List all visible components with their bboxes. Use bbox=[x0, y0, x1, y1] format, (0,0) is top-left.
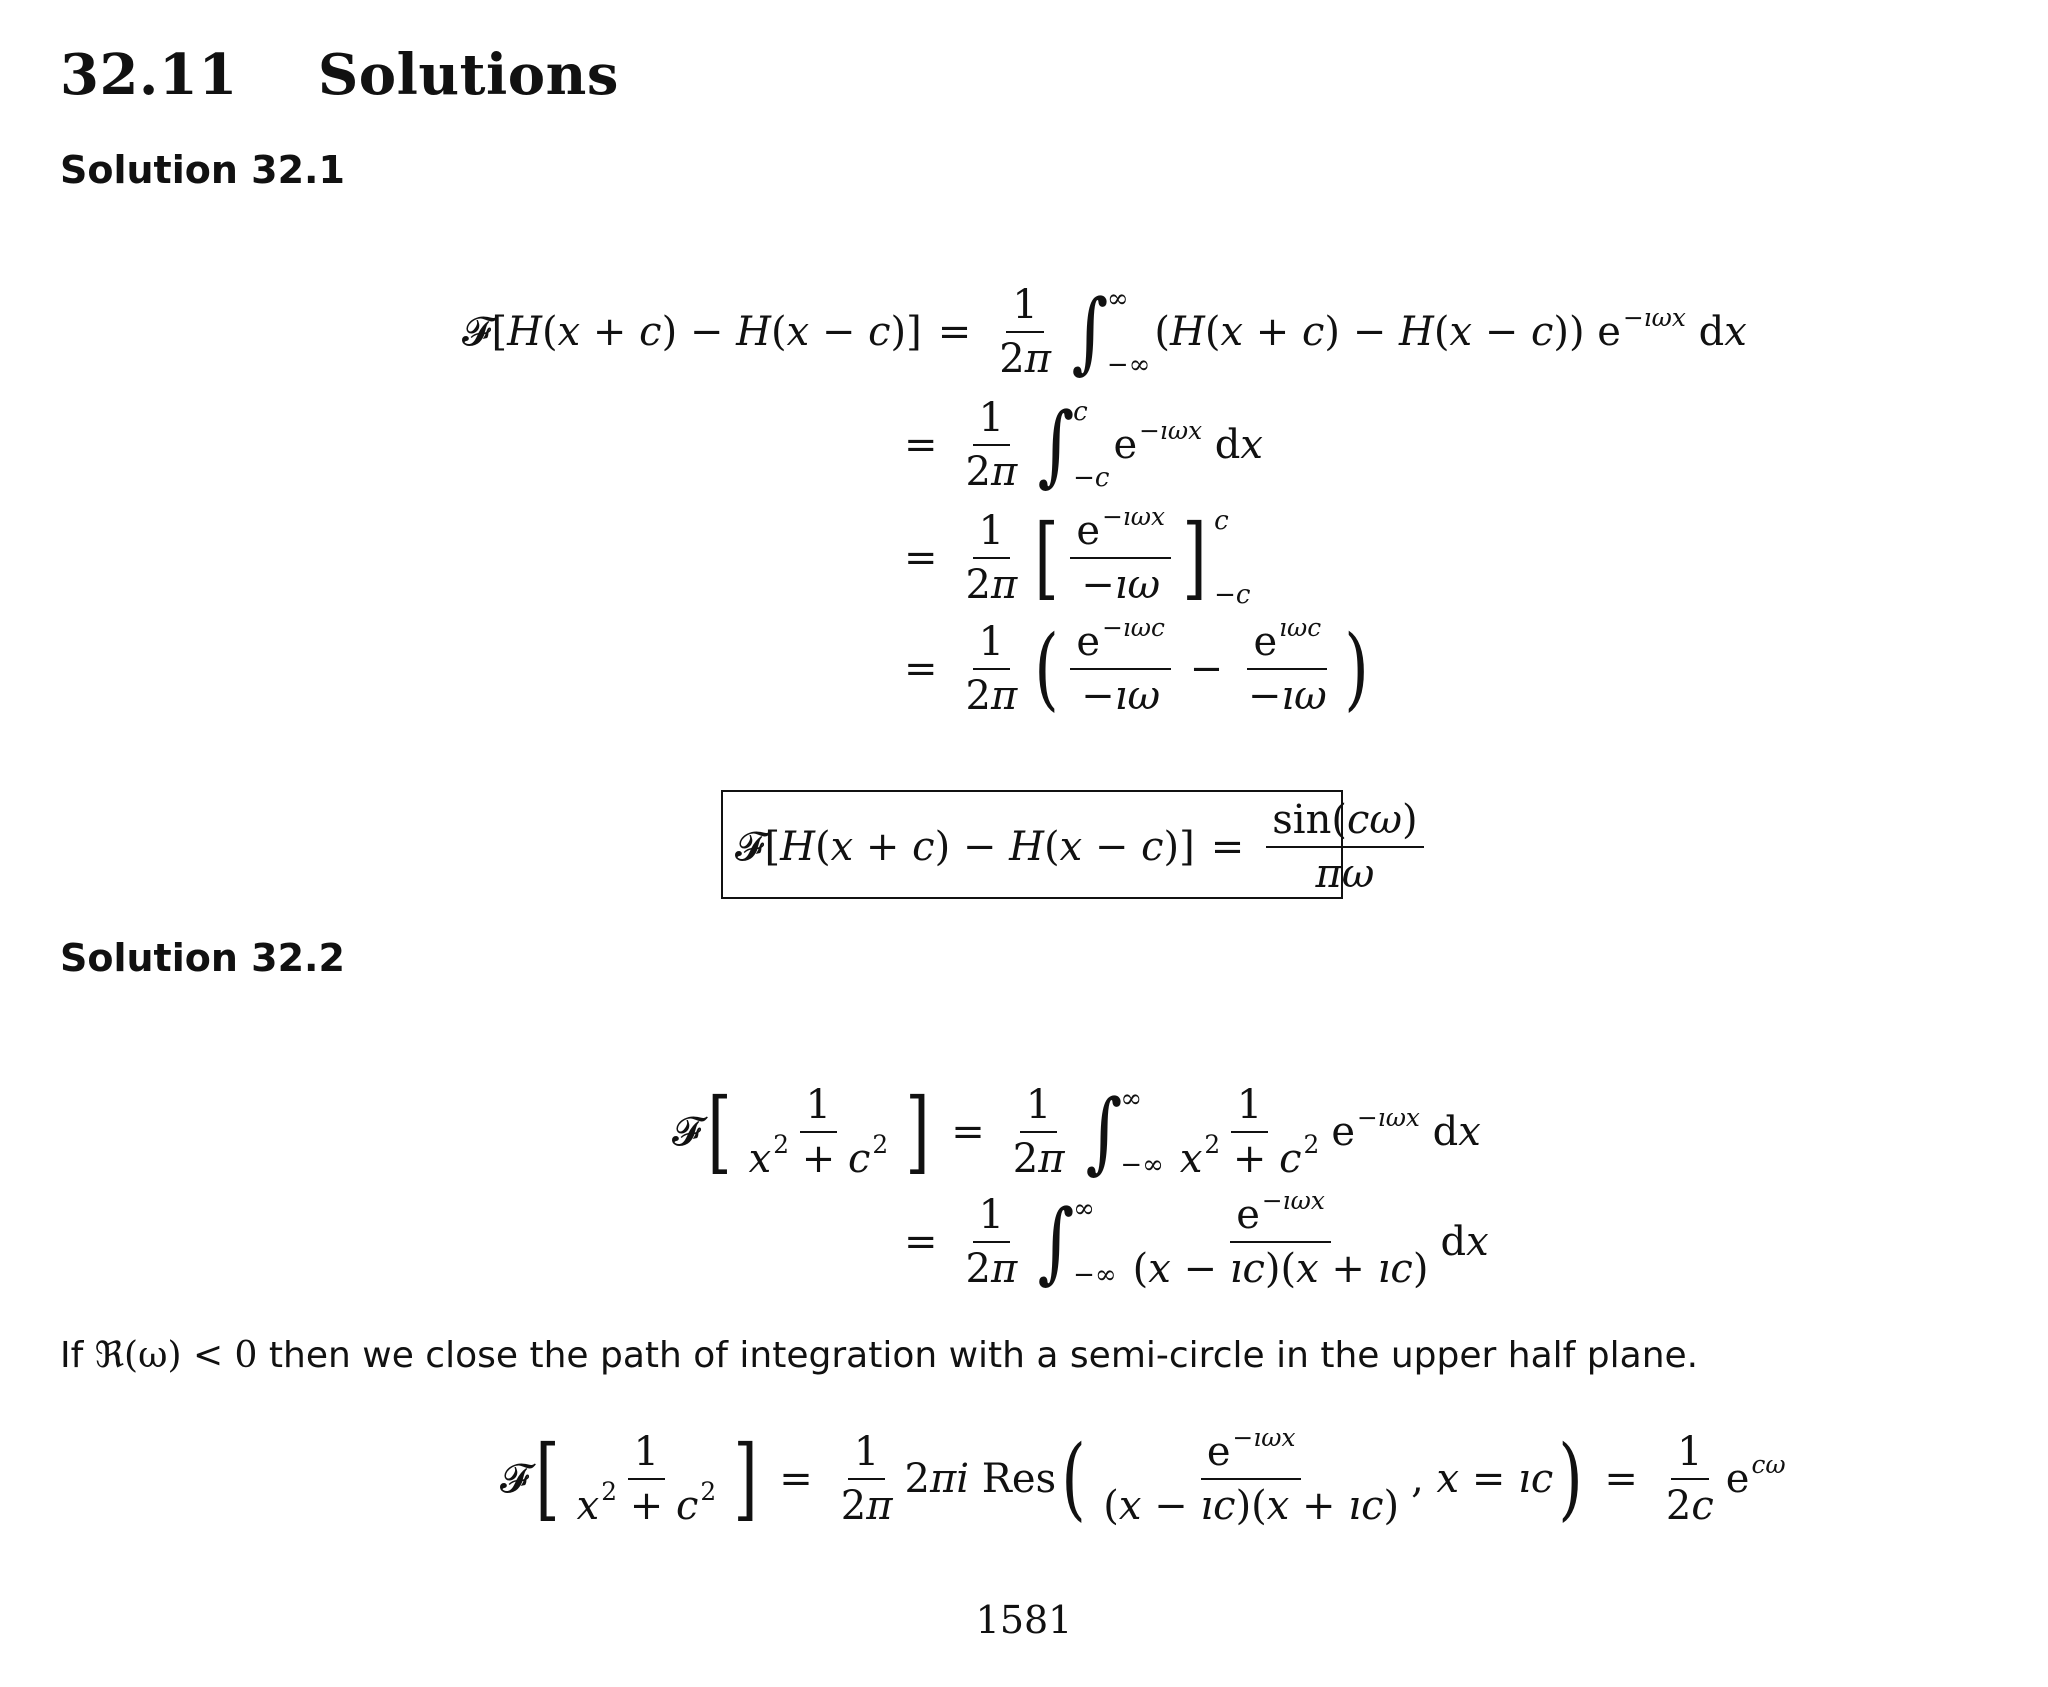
equation-line-3: = $\frac{1}{2\pi}$ [ $\frac{e^{-ı\omega x}}{-ı\omega}$ ] c −c bbox=[904, 502, 1251, 610]
solution-heading-32-1: Solution 32.1 bbox=[60, 148, 345, 192]
equation-line-4: = $\frac{1}{2\pi}$ ( $\frac{e^{-ı\omega c}}{-ı\omega}$ − $\frac{e^{ı\omega c}}{-ı\omega}$ ) bbox=[904, 613, 1369, 721]
equation-line-5: 𝓕 [ $\frac{1}{x^2 + c^2}$ ] = $\frac{1}{2\pi}$ ∫ ∞ −∞ $\frac{1}{x^2 + c^2}$ $e^{-ı\omega x}$ dx bbox=[672, 1079, 1481, 1184]
page-number: 1581 bbox=[975, 1598, 1073, 1642]
equation-line-6: = $\frac{1}{2\pi}$ ∫ ∞ −∞ $\frac{e^{-ı\omega x}}{(x - ıc)(x + ıc)}$ dx bbox=[904, 1186, 1489, 1293]
section-number: 32.11 bbox=[60, 42, 238, 108]
equation-line-2: = $\frac{1}{2\pi}$ ∫ c −c $e^{-ı\omega x}$ dx bbox=[904, 393, 1263, 496]
page: 32.11 Solutions Solution 32.1 𝓕[H(x + c) − H(x − c)] = $\frac{1}{2\pi}$ ∫ ∞ −∞ (H(x + c) − H(x − c)) $e^{-ı\omega x}$ dx = $\frac{1}{2\pi}$ ∫ c −c $e^{-ı\omega x}$ dx = $\frac{1}{2\pi}$ [ $\frac{e^{-ı\omega x}}{-ı\omega}$ ] c −c = $\frac{1}{2\pi}$ ( $\frac{e^{-ı\omega c}}{-ı\omega}$ − $\frac{e^{ı\omega c}}{-ı\omega}$ ) 𝓕[H(x + c) − H(x − c)] = $\frac{\sin(c\omega)}{\pi\omega}$ Solution 32.2 𝓕 [ $\frac{1}{x^2 + c^2}$ ] = $\frac{1}{2\pi}$ ∫ ∞ −∞ $\frac{1}{x^2 + c^2}$ $e^{-ı\omega x}$ dx = $\frac{1}{2\pi}$ ∫ ∞ −∞ $\frac{e^{-ı\omega x}}{(x - ıc)(x + ıc)}$ dx If ℜ(ω) < 0 then we close the path of integration with a semi-circle in the upper half plane. 𝓕 [ $\frac{1}{x^2 + c^2}$ ] = $\frac{1}{2\pi}$ 2πi Res ( $\frac{e^{-ı\omega x}}{(x - ıc)(x + ıc)}$ , x = ıc ) = $\frac{1}{2c}$ $e^{c\omega}$ 1581 bbox=[0, 0, 2048, 1687]
equation-line-1: 𝓕[H(x + c) − H(x − c)] = $\frac{1}{2\pi}$ ∫ ∞ −∞ (H(x + c) − H(x − c)) $e^{-ı\omega x}$ dx bbox=[462, 280, 1747, 383]
solution-heading-32-2: Solution 32.2 bbox=[60, 936, 345, 980]
section-heading bbox=[60, 42, 619, 108]
paragraph-text: If ℜ(ω) < 0 then we close the path of integration with a semi-circle in the upper half plane. bbox=[60, 1335, 1699, 1376]
section-title: Solutions bbox=[317, 42, 619, 108]
